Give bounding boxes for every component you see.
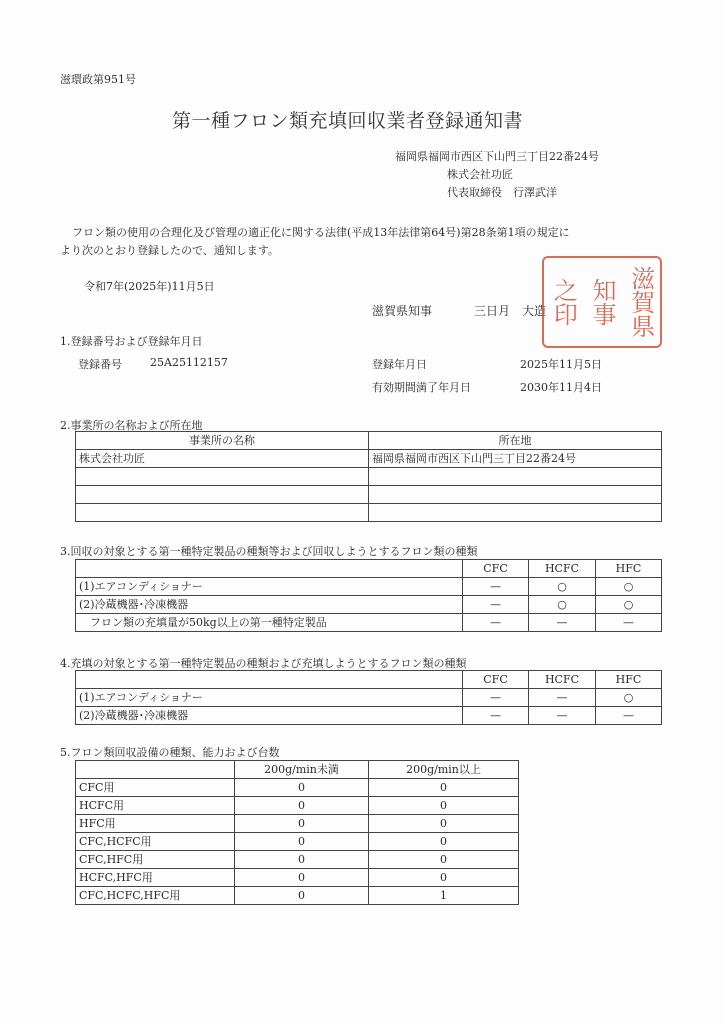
under-200-count: 0: [235, 779, 369, 797]
product-type-cell: (1)エアコンディショナー: [76, 578, 463, 596]
table-row: [76, 869, 519, 887]
charging-target-table: [75, 670, 662, 725]
under-200-count: 0: [235, 887, 369, 905]
section1-heading: 1.登録番号および登録年月日: [60, 335, 203, 348]
header-200-and-over: 200g/min以上: [369, 761, 519, 779]
header-cfc: CFC: [463, 671, 529, 689]
table-row: [76, 833, 519, 851]
cfc-cell: —: [463, 707, 529, 725]
table-row: [76, 815, 519, 833]
table-row: [76, 707, 662, 725]
hfc-cell: —: [596, 707, 662, 725]
hfc-cell: ○: [596, 596, 662, 614]
table-row: [76, 887, 519, 905]
equipment-type-cell: CFC,HCFC用: [76, 833, 235, 851]
table-header-row: [76, 432, 662, 450]
hfc-cell: ○: [596, 578, 662, 596]
expiry-date-value: 2030年11月4日: [520, 381, 602, 394]
equipment-type-cell: CFC用: [76, 779, 235, 797]
expiry-date-label: 有効期間満了年月日: [372, 381, 471, 394]
table-row: [76, 450, 662, 468]
body-text-line2: より次のとおり登録したので、通知します。: [60, 244, 279, 257]
table-row: [76, 797, 519, 815]
reg-date-value: 2025年11月5日: [520, 358, 602, 371]
equipment-type-cell: HCFC用: [76, 797, 235, 815]
table-header-row: [76, 761, 519, 779]
cfc-cell: —: [463, 689, 529, 707]
recipient-address: 福岡県福岡市西区下山門三丁目22番24号: [395, 150, 599, 163]
table-row: [76, 504, 662, 522]
header-hfc: HFC: [596, 671, 662, 689]
office-name-cell: [76, 486, 369, 504]
seal-column-1: 滋賀県: [626, 266, 655, 338]
hfc-cell: —: [596, 614, 662, 632]
recipient-representative: 代表取締役 行澤武洋: [447, 186, 557, 199]
cfc-cell: —: [463, 596, 529, 614]
office-location-cell: [369, 486, 662, 504]
cfc-cell: —: [463, 578, 529, 596]
reg-date-label: 登録年月日: [372, 358, 427, 371]
header-location: 所在地: [369, 432, 662, 450]
issue-date: 令和7年(2025年)11月5日: [84, 280, 215, 293]
equipment-type-cell: HCFC,HFC用: [76, 869, 235, 887]
over-200-count: 0: [369, 797, 519, 815]
office-location-cell: 福岡県福岡市西区下山門三丁目22番24号: [369, 450, 662, 468]
equipment-type-cell: CFC,HCFC,HFC用: [76, 887, 235, 905]
recipient-company: 株式会社功匠: [447, 168, 513, 181]
section5-heading: 5.フロン類回収設備の種類、能力および台数: [60, 746, 280, 759]
table-row: [76, 468, 662, 486]
hcfc-cell: —: [529, 614, 596, 632]
product-type-cell: (2)冷蔵機器･冷凍機器: [76, 596, 463, 614]
recovery-target-table: [75, 559, 662, 632]
office-location-cell: [369, 468, 662, 486]
hcfc-cell: —: [529, 689, 596, 707]
table-row: [76, 851, 519, 869]
recovery-equipment-table: [75, 760, 519, 905]
header-blank: [76, 560, 463, 578]
office-name-cell: [76, 468, 369, 486]
hcfc-cell: ○: [529, 578, 596, 596]
office-name-cell: [76, 504, 369, 522]
hfc-cell: ○: [596, 689, 662, 707]
hcfc-cell: —: [529, 707, 596, 725]
document-title: 第一種フロン類充填回収業者登録通知書: [172, 110, 524, 132]
over-200-count: 0: [369, 869, 519, 887]
under-200-count: 0: [235, 797, 369, 815]
office-name-cell: 株式会社功匠: [76, 450, 369, 468]
under-200-count: 0: [235, 851, 369, 869]
section3-heading: 3.回収の対象とする第一種特定製品の種類等および回収しようとするフロン類の種類: [60, 545, 478, 558]
product-type-cell: フロン類の充填量が50kg以上の第一種特定製品: [76, 614, 463, 632]
header-office-name: 事業所の名称: [76, 432, 369, 450]
table-row: [76, 596, 662, 614]
over-200-count: 0: [369, 833, 519, 851]
table-header-row: [76, 560, 662, 578]
under-200-count: 0: [235, 815, 369, 833]
issuer-title: 滋賀県知事: [372, 304, 433, 318]
product-type-cell: (1)エアコンディショナー: [76, 689, 463, 707]
issuer-name: 三日月 大造: [474, 304, 547, 318]
under-200-count: 0: [235, 833, 369, 851]
header-hcfc: HCFC: [529, 560, 596, 578]
section2-heading: 2.事業所の名称および所在地: [60, 419, 203, 432]
hcfc-cell: ○: [529, 596, 596, 614]
official-seal-stamp: [542, 256, 662, 348]
table-row: [76, 578, 662, 596]
over-200-count: 0: [369, 851, 519, 869]
reg-number-value: 25A25112157: [150, 356, 228, 369]
cfc-cell: —: [463, 614, 529, 632]
table-row: [76, 779, 519, 797]
table-row: [76, 689, 662, 707]
under-200-count: 0: [235, 869, 369, 887]
over-200-count: 0: [369, 779, 519, 797]
equipment-type-cell: CFC,HFC用: [76, 851, 235, 869]
header-hfc: HFC: [596, 560, 662, 578]
header-blank: [76, 761, 235, 779]
over-200-count: 1: [369, 887, 519, 905]
header-blank: [76, 671, 463, 689]
reg-number-label: 登録番号: [78, 358, 122, 371]
table-header-row: [76, 671, 662, 689]
over-200-count: 0: [369, 815, 519, 833]
table-row: [76, 486, 662, 504]
seal-column-2: 知事: [587, 278, 616, 326]
office-location-cell: [369, 504, 662, 522]
document-number: 滋環政第951号: [60, 73, 136, 86]
seal-column-3: 之印: [549, 278, 578, 326]
body-text-line1: フロン類の使用の合理化及び管理の適正化に関する法律(平成13年法律第64号)第28条第1項の規定に: [72, 226, 570, 239]
header-hcfc: HCFC: [529, 671, 596, 689]
table-row: [76, 614, 662, 632]
equipment-type-cell: HFC用: [76, 815, 235, 833]
product-type-cell: (2)冷蔵機器･冷凍機器: [76, 707, 463, 725]
office-table: [75, 431, 662, 522]
section4-heading: 4.充填の対象とする第一種特定製品の種類および充填しようとするフロン類の種類: [60, 657, 467, 670]
header-under-200: 200g/min未満: [235, 761, 369, 779]
header-cfc: CFC: [463, 560, 529, 578]
